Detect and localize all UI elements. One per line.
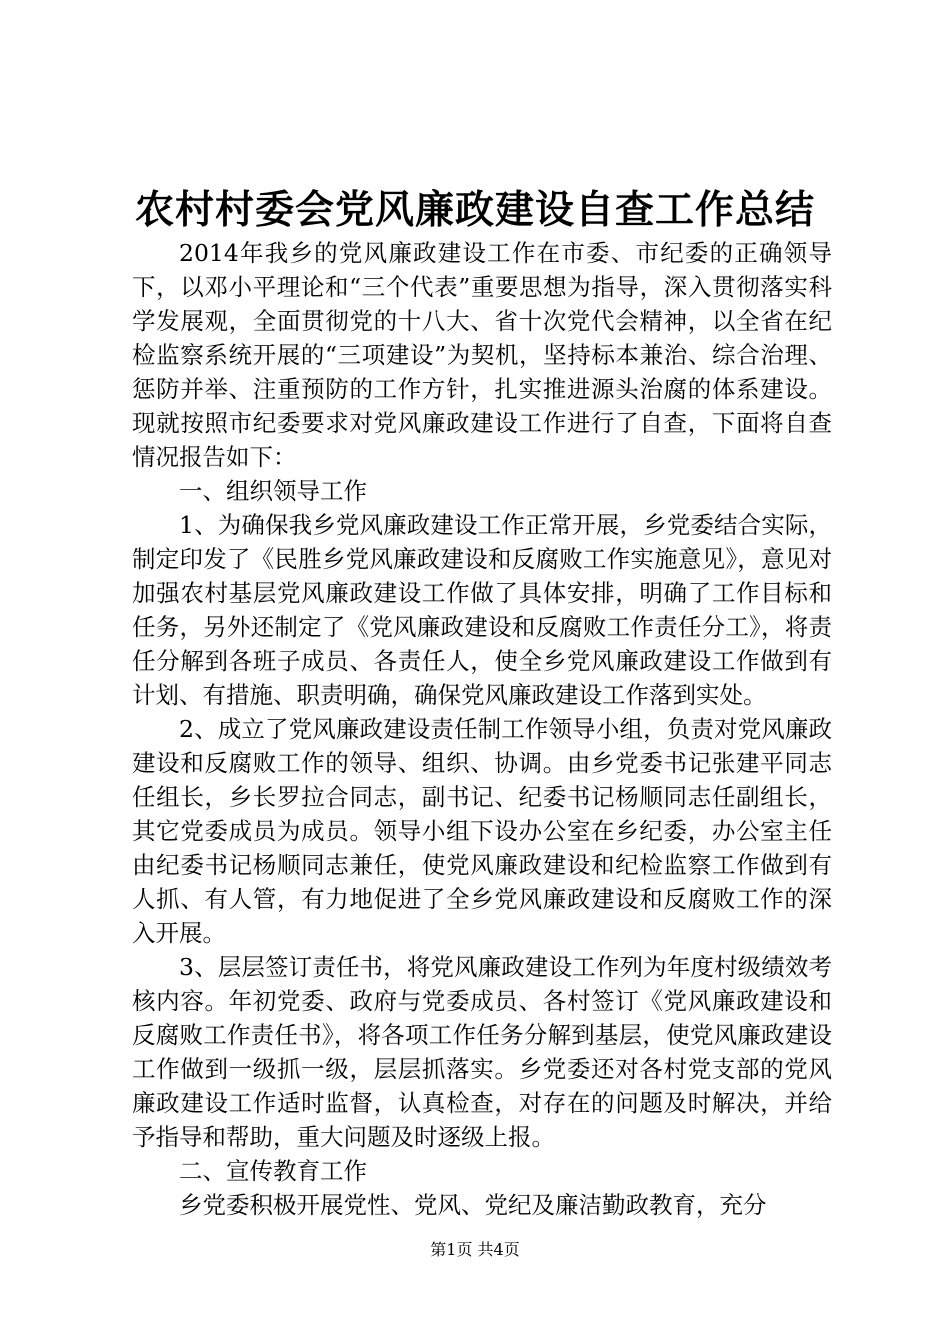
document-title: 农村村委会党风廉政建设自查工作总结 — [134, 187, 815, 233]
body-paragraph-4: 乡党委积极开展党性、党风、党纪及廉洁勤政教育，充分 — [179, 1191, 767, 1219]
document-body — [132, 236, 832, 1222]
body-paragraph-1: 1、为确保我乡党风廉政建设工作正常开展，乡党委结合实际，制定印发了《民胜乡党风廉政建设和反腐败工作实施意见》，意见对加强农村基层党风廉政建设工作做了具体安排，明确了工作目标和任务，另外还制定了《党风廉政建设和反腐败工作责任分工》，将责任分解到各班子成员、各责任人，使全乡党风廉政建设工作做到有计划、有措施、职责明确，确保党风廉政建设工作落到实处。 — [132, 511, 832, 709]
section-heading-1: 一、组织领导工作 — [179, 477, 367, 505]
body-paragraph-2: 2、成立了党风廉政建设责任制工作领导小组，负责对党风廉政建设和反腐败工作的领导、组织、协调。由乡党委书记张建平同志任组长，乡长罗拉合同志，副书记、纪委书记杨顺同志任副组长，其它党委成员为成员。领导小组下设办公室在乡纪委，办公室主任由纪委书记杨顺同志兼任，使党风廉政建设和纪检监察工作做到有人抓、有人管，有力地促进了全乡党风廉政建设和反腐败工作的深入开展。 — [132, 715, 832, 947]
page-footer: 第1页 共4页 — [430, 1240, 520, 1259]
body-paragraph-3: 3、层层签订责任书，将党风廉政建设工作列为年度村级绩效考核内容。年初党委、政府与党委成员、各村签订《党风廉政建设和反腐败工作责任书》，将各项工作任务分解到基层，使党风廉政建设工作做到一级抓一级，层层抓落实。乡党委还对各村党支部的党风廉政建设工作适时监督，认真检查，对存在的问题及时解决，并给予指导和帮助，重大问题及时逐级上报。 — [132, 953, 832, 1151]
intro-paragraph: 2014年我乡的党风廉政建设工作在市委、市纪委的正确领导下，以邓小平理论和“三个代表”重要思想为指导，深入贯彻落实科学发展观，全面贯彻党的十八大、省十次党代会精神，以全省在纪检监察系统开展的“三项建设”为契机，坚持标本兼治、综合治理、惩防并举、注重预防的工作方针，扎实推进源头治腐的体系建设。现就按照市纪委要求对党风廉政建设工作进行了自查，下面将自查情况报告如下： — [132, 239, 832, 471]
section-heading-2: 二、宣传教育工作 — [179, 1157, 367, 1185]
